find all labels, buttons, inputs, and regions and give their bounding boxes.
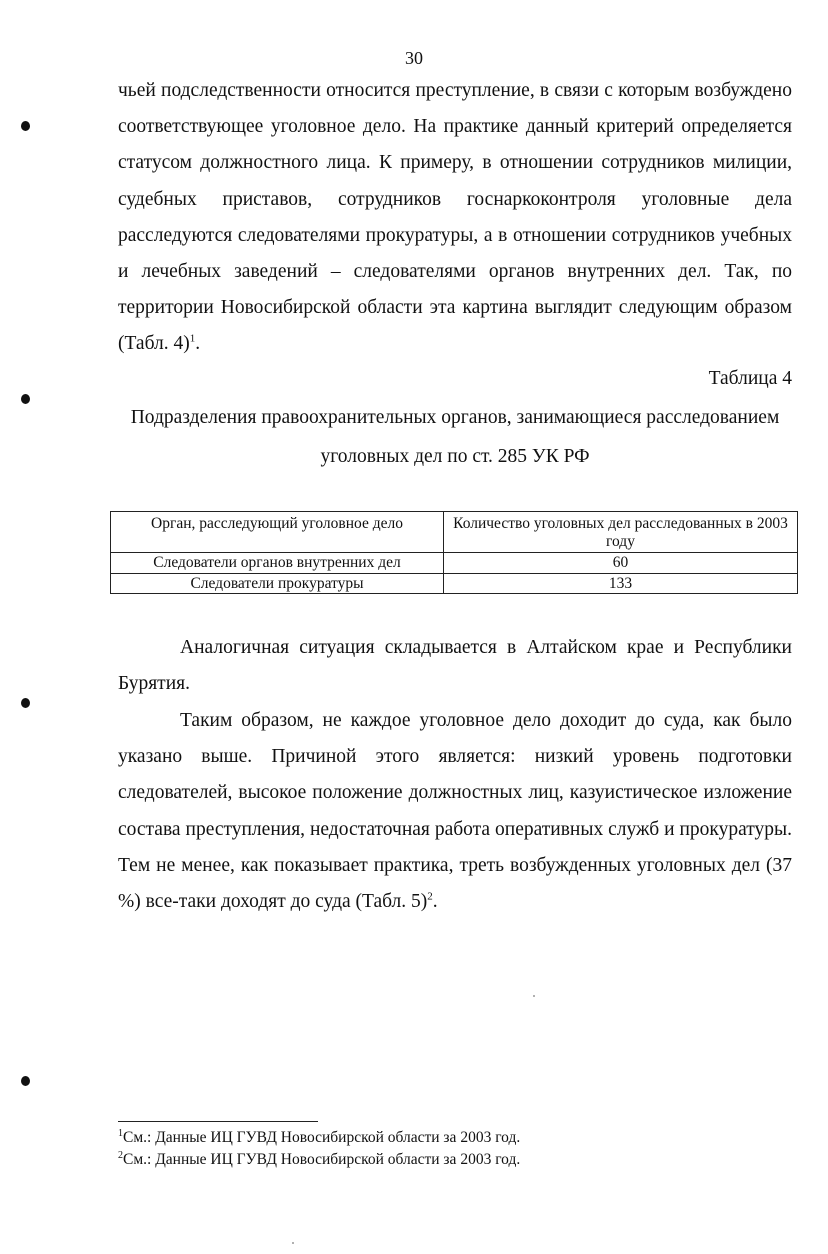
footnote-divider bbox=[118, 1121, 318, 1122]
paragraph-1-end: . bbox=[195, 333, 201, 355]
table-row bbox=[111, 553, 798, 574]
table-cell: Следователи органов внутренних дел bbox=[111, 553, 444, 574]
footnote-mark: 2 bbox=[118, 1149, 123, 1161]
table-label: Таблица 4 bbox=[708, 368, 792, 389]
table-cell: 133 bbox=[444, 573, 798, 594]
paragraph-3-text: Таким образом, не каждое уголовное дело доходит до суда, как было указано выше. Причиной этого является: низкий уровень подготовки следователей, высокое положение должностных лиц, казуистическое изложение состава преступления, недостаточная работа оперативных служб и прокуратуры. Тем не менее, как показывает практика, треть возбужденных уголовных дел (37 %) все-таки доходят до суда (Табл. 5) bbox=[118, 710, 792, 913]
footnote-text: См.: Данные ИЦ ГУВД Новосибирской области за 2003 год. bbox=[123, 1151, 521, 1168]
scan-speck bbox=[292, 1242, 294, 1244]
footnote-2 bbox=[118, 1150, 520, 1170]
table-cell: 60 bbox=[444, 553, 798, 574]
paragraph-1 bbox=[118, 73, 792, 363]
scan-speck bbox=[533, 995, 535, 997]
data-table bbox=[110, 511, 798, 594]
table-header-row bbox=[111, 512, 798, 553]
footnote-text: См.: Данные ИЦ ГУВД Новосибирской области за 2003 год. bbox=[123, 1129, 521, 1146]
table-row bbox=[111, 573, 798, 594]
paragraph-3 bbox=[118, 703, 792, 920]
page-number: 30 bbox=[405, 48, 423, 68]
footnote-1 bbox=[118, 1128, 520, 1148]
paragraph-1-text: чьей подследственности относится преступление, в связи с которым возбуждено соответствующее уголовное дело. На практике данный критерий определяется статусом должностного лица. К примеру, в отношении сотрудников милиции, судебных приставов, сотрудников госнаркоконтроля уголовные дела расследуются следователями прокуратуры, а в отношении сотрудников учебных и лечебных заведений – следователями органов внутренних дел. Так, по территории Новосибирской области эта картина выглядит следующим образом (Табл. 4) bbox=[118, 80, 792, 355]
binding-hole-mark bbox=[21, 121, 30, 131]
binding-hole-mark bbox=[21, 698, 30, 708]
table-cell: Следователи прокуратуры bbox=[111, 573, 444, 594]
table-header-cell: Количество уголовных дел расследованных в 2003 году bbox=[444, 512, 798, 553]
table-title: Подразделения правоохранительных органов, занимающиеся расследованием уголовных дел по ст. 285 УК РФ bbox=[130, 407, 780, 467]
footnote-ref-1: 1 bbox=[189, 332, 196, 345]
footnote-mark: 1 bbox=[118, 1127, 123, 1139]
binding-hole-mark bbox=[21, 1076, 30, 1086]
paragraph-3-end: . bbox=[432, 891, 438, 913]
table-header-cell: Орган, расследующий уголовное дело bbox=[111, 512, 444, 553]
paragraph-2: Аналогичная ситуация складывается в Алтайском крае и Республики Бурятия. bbox=[118, 637, 792, 695]
binding-hole-mark bbox=[21, 394, 30, 404]
footnote-ref-2: 2 bbox=[427, 890, 433, 903]
